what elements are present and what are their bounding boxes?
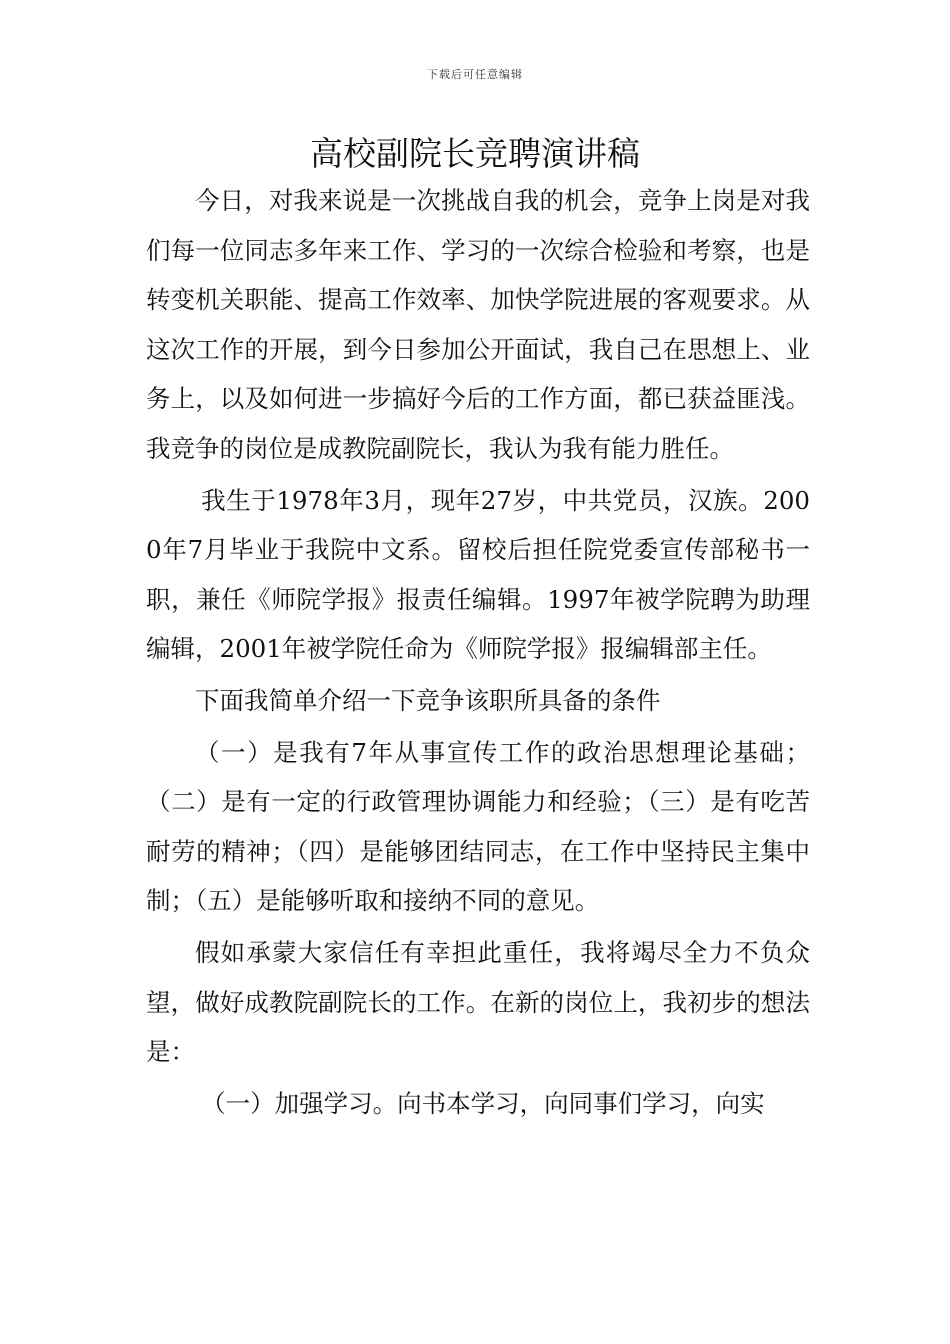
paragraph-commitment: 假如承蒙大家信任有幸担此重任，我将竭尽全力不负众望，做好成教院副院长的工作。在新的岗位上，我初步的想法是： — [146, 937, 810, 1067]
paragraph-intro: 今日，对我来说是一次挑战自我的机会，竞争上岗是对我们每一位同志多年来工作、学习的一次综合检验和考察，也是转变机关职能、提高工作效率、加快学院进展的客观要求。从这次工作的开展，到今日参加公开面试，我自己在思想上、业务上，以及如何进一步搞好今后的工作方面，都已获益匪浅。我竞争的岗位是成教院副院长，我认为我有能力胜任。 — [146, 186, 810, 463]
paragraph-conditions-intro: 下面我简单介绍一下竞争该职所具备的条件 — [195, 685, 661, 715]
paragraph-plan-1: （一）加强学习。向书本学习，向同事们学习，向实 — [201, 1088, 765, 1118]
document-title: 高校副院长竞聘演讲稿 — [310, 134, 640, 173]
document-body — [146, 176, 810, 1128]
paragraph-conditions-list: （一）是我有7年从事宣传工作的政治思想理论基础；（二）是有一定的行政管理协调能力和经验；（三）是有吃苦耐劳的精神；（四）是能够团结同志，在工作中坚持民主集中制；（五）是能够听取和接纳不同的意见。 — [146, 737, 810, 916]
header-note: 下载后可任意编辑 — [427, 68, 523, 81]
paragraph-background: 我生于1978年3月，现年27岁，中共党员，汉族。2000年7月毕业于我院中文系。留校后担任院党委宣传部秘书一职，兼任《师院学报》报责任编辑。1997年被学院聘为助理编辑，2001年被学院任命为《师院学报》报编辑部主任。 — [146, 485, 810, 664]
